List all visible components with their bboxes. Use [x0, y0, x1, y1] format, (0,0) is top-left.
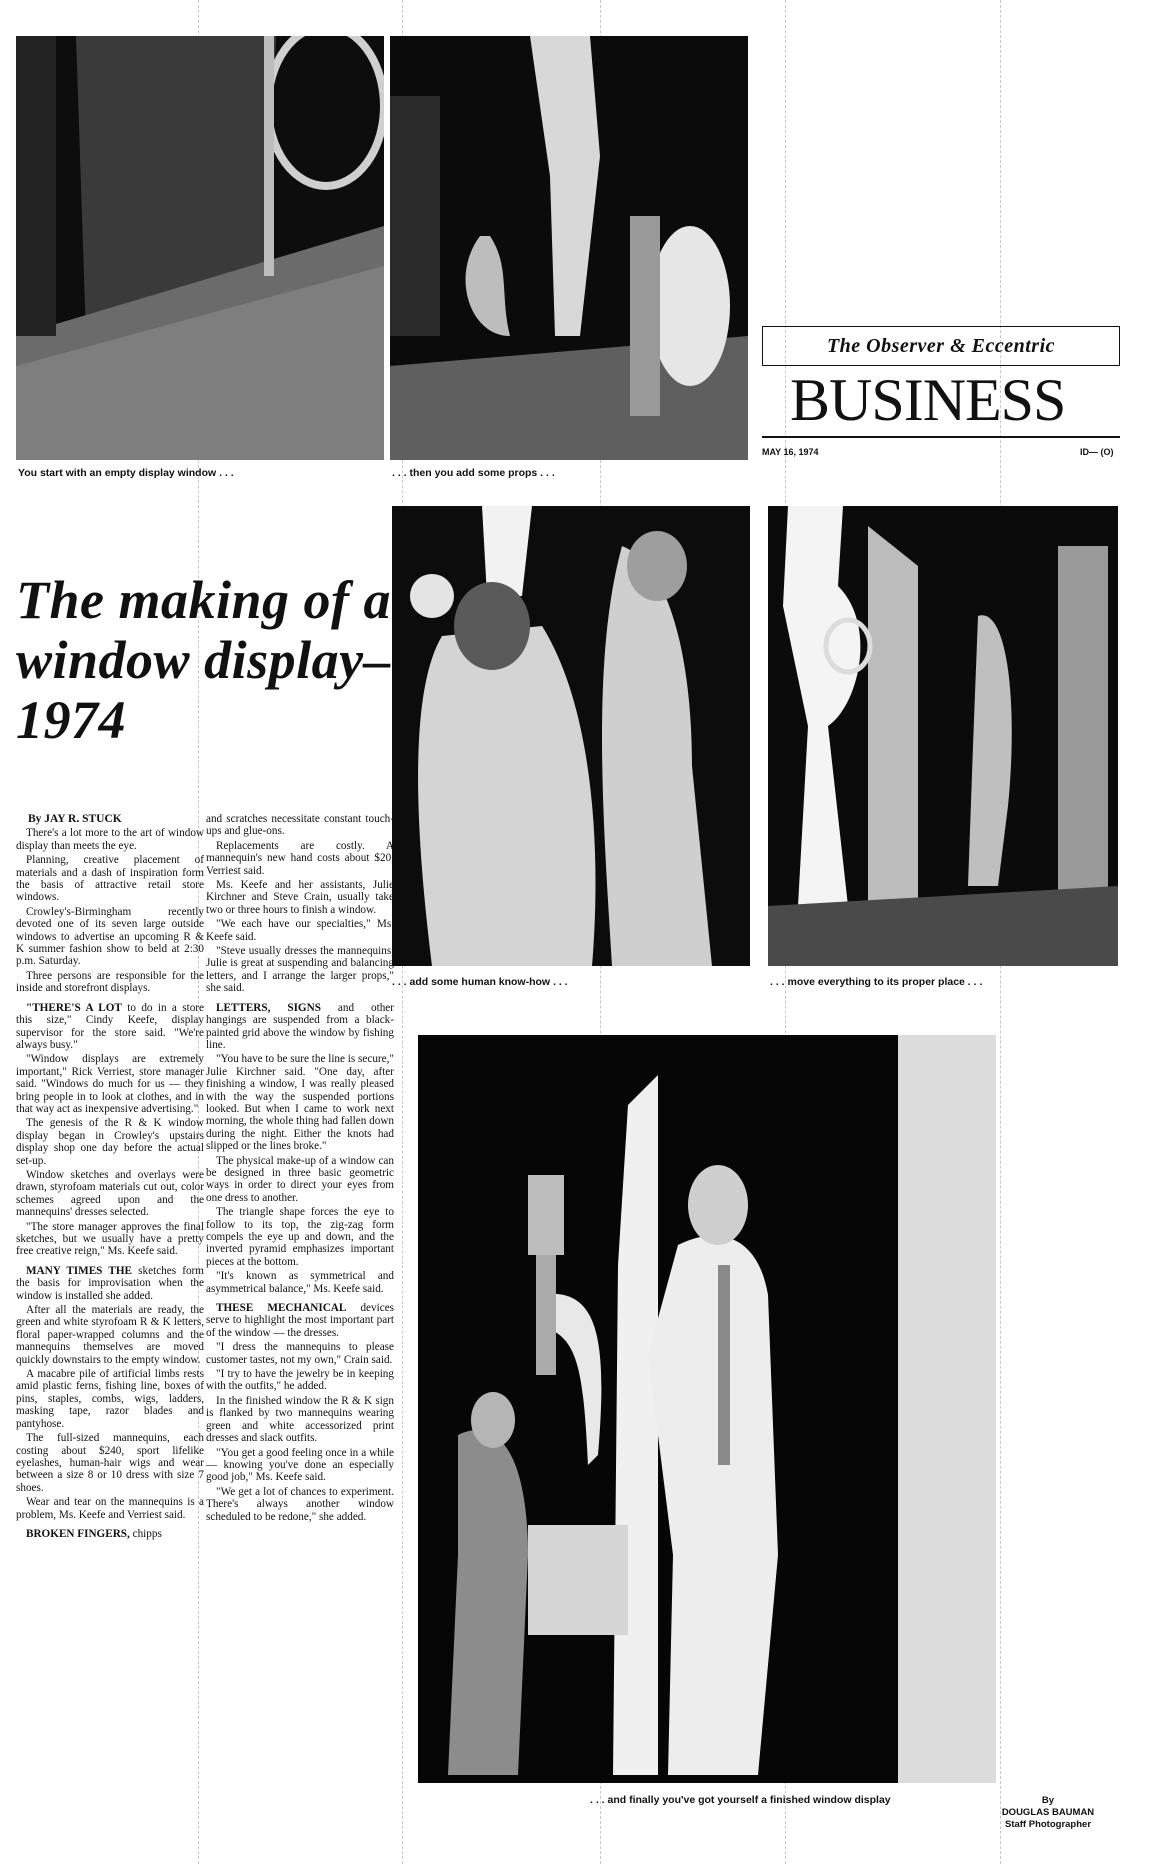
article-column-1	[16, 813, 204, 1542]
credit-name: DOUGLAS BAUMAN	[1001, 1807, 1095, 1818]
photo-caption: . . . add some human know-how . . .	[392, 976, 568, 988]
paragraph: After all the materials are ready, the green and white styrofoam R & K letters, floral paper-wrapped columns and the mannequins themselves are moved quickly downstairs to the empty window.	[16, 1304, 204, 1366]
photo-caption: . . . and finally you've got yourself a finished window display	[590, 1794, 891, 1806]
paragraph: "We each have our specialties," Ms. Keefe said.	[206, 918, 394, 943]
paragraph: The physical make-up of a window can be designed in three basic geometric ways in order to direct your eyes from one dress to another.	[206, 1154, 394, 1204]
paragraph: Planning, creative placement of materials and a dash of inspiration form the basis of attractive retail store windows.	[16, 854, 204, 904]
subhead-lead: MANY TIMES THE	[26, 1264, 132, 1277]
paragraph: The genesis of the R & K window display began in Crowley's upstairs display shop one day before the actual set-up.	[16, 1117, 204, 1167]
paragraph: "I dress the mannequins to please customer tastes, not my own," Crain said.	[206, 1341, 394, 1366]
paragraph: Wear and tear on the mannequins is a problem, Ms. Keefe and Verriest said.	[16, 1496, 204, 1521]
article-headline: The making of a window display–1974	[16, 570, 392, 750]
photo-finished-window	[418, 1035, 996, 1783]
photo-caption: . . . then you add some props . . .	[392, 467, 555, 479]
paragraph: LETTERS, SIGNS and other hangings are suspended from a black-painted grid above the window by fishing line.	[206, 1001, 394, 1051]
page-code: ID— (O)	[1080, 447, 1114, 457]
paragraph: THESE MECHANICAL devices serve to highlight the most important part of the window — the dresses.	[206, 1302, 395, 1339]
paragraph: In the finished window the R & K sign is flanked by two mannequins wearing green and white accessorized print dresses and slack outfits.	[206, 1394, 394, 1445]
paragraph: "You have to be sure the line is secure," Julie Kirchner said. "One day, after finishing a window, I was really pleased with the way the suspended portions looked. But when I came to work next morning, the whole thing had fallen down during the night. Either the knots had slipped or the lines broke."	[206, 1053, 394, 1153]
subhead-lead: LETTERS, SIGNS	[216, 1001, 321, 1014]
paragraph: "Window displays are extremely important," Rick Verriest, store manager said. "Windows do much for us — they bring people in to look at clothes, and in that way act as inexpensive advertising."	[16, 1053, 204, 1115]
photo-caption: . . . move everything to its proper place . . .	[770, 976, 983, 988]
paragraph: "You get a good feeling once in a while — knowing you've done an especially good job," Ms. Keefe said.	[206, 1446, 394, 1484]
credit-title: Staff Photographer	[1004, 1819, 1092, 1830]
article-column-2	[206, 813, 394, 1525]
paragraph: The full-sized mannequins, each costing about $240, sport lifelike eyelashes, human-hair wigs and wear between a size 8 or 10 dress with size 7 shoes.	[16, 1432, 204, 1494]
paragraph: The triangle shape forces the eye to follow to its top, the zig-zag form compels the eye up and down, and the inverted pyramid emphasizes important pieces at the bottom.	[206, 1206, 394, 1268]
paragraph: A macabre pile of artificial limbs rests amid plastic ferns, fishing line, boxes of pins, staples, combs, wigs, ladders, masking tape, razor blades and pantyhose.	[16, 1368, 204, 1430]
paragraph: "I try to have the jewelry be in keeping with the outfits," he added.	[206, 1368, 394, 1393]
page-date: MAY 16, 1974	[762, 447, 819, 457]
subhead-lead: "THERE'S A LOT	[26, 1001, 122, 1014]
photo-arranged-window	[768, 506, 1118, 966]
paragraph: Window sketches and overlays were drawn, styrofoam materials cut out, color schemes agreed upon and the mannequins' dresses selected.	[16, 1168, 204, 1219]
paragraph: "It's known as symmetrical and asymmetrical balance," Ms. Keefe said.	[206, 1270, 394, 1295]
byline: By JAY R. STUCK	[28, 813, 122, 825]
credit-by: By	[1041, 1795, 1055, 1806]
subhead-lead: BROKEN FINGERS,	[26, 1527, 130, 1540]
photo-props-added	[390, 36, 748, 460]
paper-name: The Observer & Eccentric	[826, 335, 1056, 357]
paragraph: Replacements are costly. A mannequin's new hand costs about $20, Verriest said.	[206, 839, 394, 877]
photo-human-know-how	[392, 506, 750, 966]
paragraph: Ms. Keefe and her assistants, Julie Kirchner and Steve Crain, usually take two or three hours to finish a window.	[206, 879, 394, 916]
photo-empty-window	[16, 36, 384, 460]
section-title: BUSINESS	[790, 367, 1066, 433]
subhead-lead: THESE MECHANICAL	[216, 1302, 347, 1315]
paragraph: "Steve usually dresses the mannequins, Julie is great at suspending and balancing letters, and I arrange the larger props," she said.	[206, 945, 394, 995]
paragraph: "THERE'S A LOT to do in a store this size," Cindy Keefe, display supervisor for the store said. "We're always busy."	[16, 1001, 204, 1051]
newspaper-masthead	[762, 326, 1120, 366]
photo-credit	[988, 1795, 1108, 1831]
paragraph: BROKEN FINGERS, chipps	[26, 1527, 162, 1540]
paragraph: MANY TIMES THE sketches form the basis for improvisation when the window is installed she added.	[16, 1264, 204, 1302]
paragraph: Crowley's-Birmingham recently devoted one of its seven large outside windows to advertise an upcoming R & K summer fashion show to beld at 2:30 p.m. Saturday.	[16, 905, 204, 968]
masthead-rule	[762, 436, 1120, 438]
paragraph: and scratches necessitate constant touch-ups and glue-ons.	[206, 813, 394, 838]
paragraph: "The store manager approves the final sketches, but we usually have a pretty free creative reign," Ms. Keefe said.	[16, 1220, 204, 1258]
photo-caption: You start with an empty display window . . .	[18, 467, 234, 479]
paragraph: Three persons are responsible for the inside and storefront displays.	[16, 969, 204, 995]
paragraph: There's a lot more to the art of window display than meets the eye.	[16, 827, 204, 852]
paragraph: "We get a lot of chances to experiment. There's always another window scheduled to be redone," she added.	[206, 1485, 394, 1523]
